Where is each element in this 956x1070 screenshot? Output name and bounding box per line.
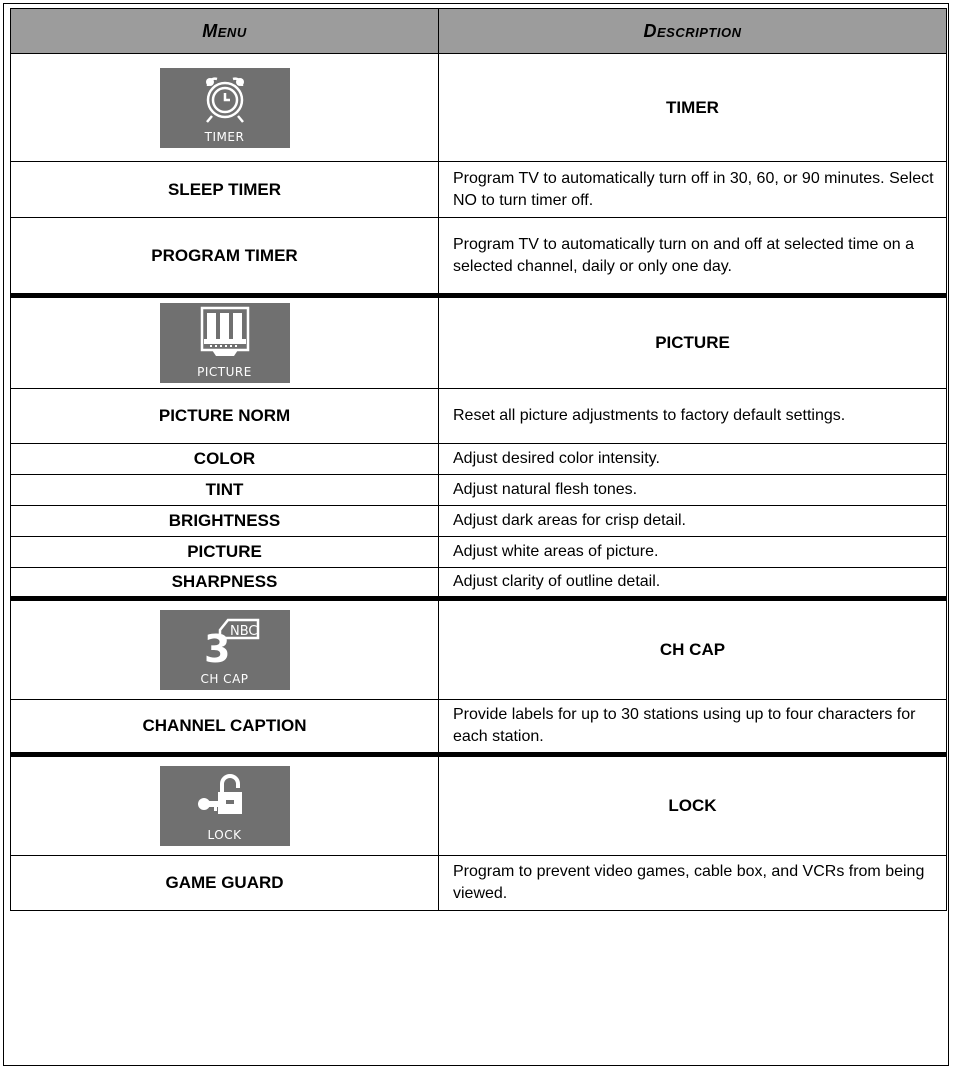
section-heading: TIMER <box>439 54 947 162</box>
svg-text:NBC: NBC <box>229 624 257 639</box>
menu-item-desc: Program TV to automatically turn off in 30, 60, or 90 minutes. Select NO to turn timer off. <box>439 162 947 218</box>
menu-item-desc: Provide labels for up to 30 stations using up to four characters for each station. <box>439 700 947 755</box>
section-heading: LOCK <box>439 755 947 856</box>
table-row <box>11 856 947 911</box>
section-picture-row <box>11 296 947 389</box>
menu-item-name: CHANNEL CAPTION <box>11 700 439 755</box>
menu-item-desc: Adjust natural flesh tones. <box>439 475 947 506</box>
table-row <box>11 389 947 444</box>
menu-item-desc: Reset all picture adjustments to factory default settings. <box>439 389 947 444</box>
menu-item-desc: Program TV to automatically turn on and off at selected time on a selected channel, daily or only one day. <box>439 218 947 296</box>
section-heading: PICTURE <box>439 296 947 389</box>
menu-item-name: GAME GUARD <box>11 856 439 911</box>
table-row <box>11 218 947 296</box>
table-header-row <box>11 9 947 54</box>
menu-table <box>10 8 947 911</box>
svg-text:3: 3 <box>203 627 230 671</box>
table-row <box>11 700 947 755</box>
menu-item-name: SLEEP TIMER <box>11 162 439 218</box>
picture-tile: PICTURE <box>160 303 290 383</box>
section-heading: CH CAP <box>439 599 947 700</box>
menu-item-desc: Adjust desired color intensity. <box>439 444 947 475</box>
table-row <box>11 568 947 599</box>
section-chcap-row <box>11 599 947 700</box>
menu-item-desc: Adjust white areas of picture. <box>439 537 947 568</box>
menu-item-name: PICTURE <box>11 537 439 568</box>
menu-item-name: SHARPNESS <box>11 568 439 599</box>
menu-item-name: BRIGHTNESS <box>11 506 439 537</box>
section-timer-row <box>11 54 947 162</box>
table-row <box>11 506 947 537</box>
header-menu: Menu <box>11 9 439 54</box>
menu-item-name: PROGRAM TIMER <box>11 218 439 296</box>
menu-item-name: COLOR <box>11 444 439 475</box>
lock-tile: LOCK <box>160 766 290 846</box>
table-row <box>11 444 947 475</box>
menu-item-desc: Adjust clarity of outline detail. <box>439 568 947 599</box>
menu-item-name: TINT <box>11 475 439 506</box>
menu-item-desc: Adjust dark areas for crisp detail. <box>439 506 947 537</box>
header-description: Description <box>439 9 947 54</box>
timer-tile: TIMER <box>160 68 290 148</box>
table-row <box>11 162 947 218</box>
chcap-tile: 3 NBC CH CAP <box>160 610 290 690</box>
section-lock-row <box>11 755 947 856</box>
menu-item-name: PICTURE NORM <box>11 389 439 444</box>
table-row <box>11 537 947 568</box>
menu-item-desc: Program to prevent video games, cable box, and VCRs from being viewed. <box>439 856 947 911</box>
table-row <box>11 475 947 506</box>
